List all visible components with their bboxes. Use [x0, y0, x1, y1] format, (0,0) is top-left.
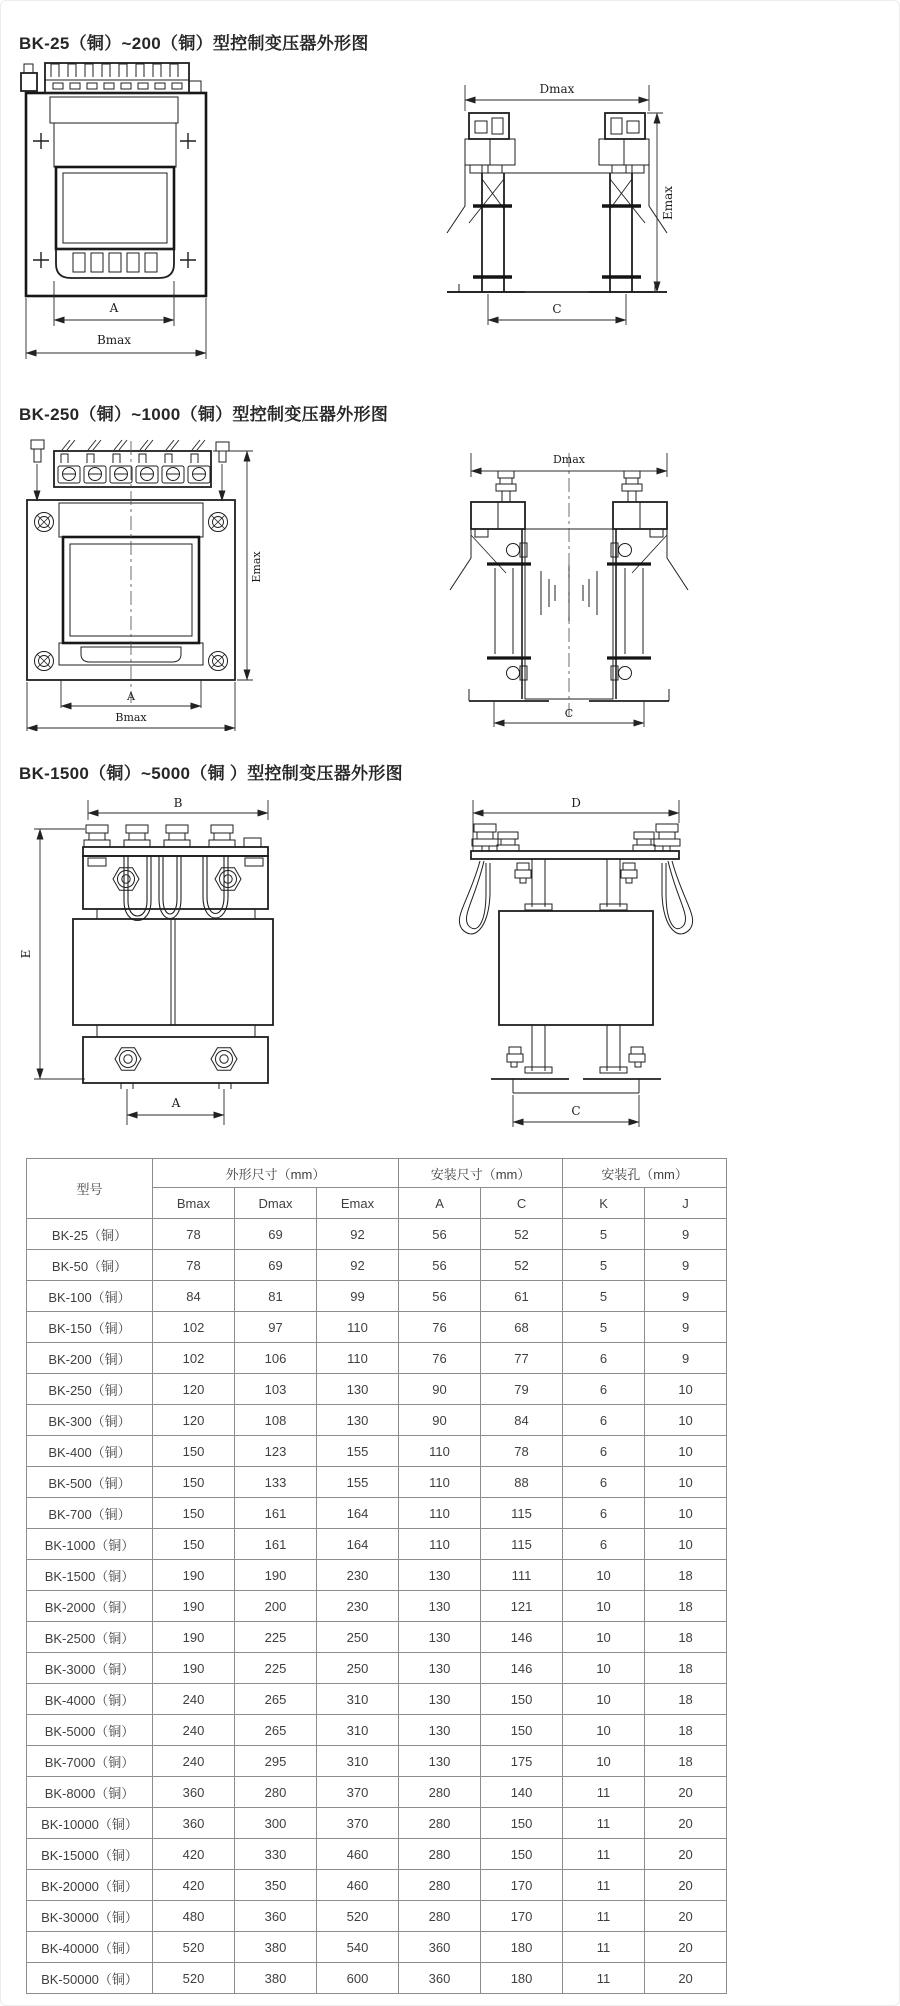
value-cell: 120	[153, 1374, 235, 1405]
value-cell: 600	[317, 1963, 399, 1994]
value-cell: 520	[317, 1901, 399, 1932]
table-row	[27, 1343, 727, 1374]
model-cell: BK-7000（铜）	[27, 1746, 153, 1777]
value-cell: 110	[317, 1312, 399, 1343]
value-cell: 155	[317, 1436, 399, 1467]
model-cell: BK-150（铜）	[27, 1312, 153, 1343]
value-cell: 310	[317, 1715, 399, 1746]
table-row	[27, 1560, 727, 1591]
value-cell: 84	[153, 1281, 235, 1312]
value-cell: 106	[235, 1343, 317, 1374]
diagram-bk250-1000	[1, 431, 701, 731]
value-cell: 10	[563, 1746, 645, 1777]
dim-label-c: C	[571, 1104, 581, 1118]
value-cell: 170	[481, 1901, 563, 1932]
value-cell: 150	[481, 1808, 563, 1839]
value-cell: 81	[235, 1281, 317, 1312]
table-row	[27, 1901, 727, 1932]
value-cell: 110	[399, 1498, 481, 1529]
header-col-c: C	[481, 1188, 563, 1219]
value-cell: 6	[563, 1405, 645, 1436]
value-cell: 61	[481, 1281, 563, 1312]
value-cell: 9	[645, 1343, 727, 1374]
value-cell: 520	[153, 1932, 235, 1963]
value-cell: 150	[481, 1715, 563, 1746]
model-cell: BK-250（铜）	[27, 1374, 153, 1405]
value-cell: 230	[317, 1591, 399, 1622]
value-cell: 121	[481, 1591, 563, 1622]
value-cell: 18	[645, 1560, 727, 1591]
diagram-bk25-200	[1, 56, 701, 371]
value-cell: 6	[563, 1374, 645, 1405]
table-row	[27, 1963, 727, 1994]
model-cell: BK-50（铜）	[27, 1250, 153, 1281]
value-cell: 77	[481, 1343, 563, 1374]
value-cell: 18	[645, 1715, 727, 1746]
table-row	[27, 1870, 727, 1901]
value-cell: 460	[317, 1839, 399, 1870]
value-cell: 130	[399, 1653, 481, 1684]
value-cell: 20	[645, 1963, 727, 1994]
model-cell: BK-30000（铜）	[27, 1901, 153, 1932]
value-cell: 11	[563, 1901, 645, 1932]
value-cell: 123	[235, 1436, 317, 1467]
value-cell: 20	[645, 1808, 727, 1839]
model-cell: BK-15000（铜）	[27, 1839, 153, 1870]
bk250-front-view	[27, 440, 263, 731]
value-cell: 6	[563, 1436, 645, 1467]
dim-label-d: D	[571, 796, 581, 810]
dim-label-emax: Emax	[661, 185, 675, 221]
value-cell: 280	[399, 1901, 481, 1932]
value-cell: 84	[481, 1405, 563, 1436]
table-row	[27, 1932, 727, 1963]
bk250-side-view	[450, 453, 688, 727]
value-cell: 92	[317, 1250, 399, 1281]
value-cell: 97	[235, 1312, 317, 1343]
value-cell: 52	[481, 1250, 563, 1281]
value-cell: 225	[235, 1622, 317, 1653]
table-row	[27, 1374, 727, 1405]
value-cell: 420	[153, 1870, 235, 1901]
value-cell: 360	[399, 1963, 481, 1994]
spec-table	[26, 1158, 727, 1994]
dim-label-e: E	[19, 949, 33, 959]
dim-label-a: A	[127, 690, 135, 703]
value-cell: 190	[153, 1622, 235, 1653]
header-model: 型号	[27, 1159, 153, 1219]
table-row	[27, 1467, 727, 1498]
value-cell: 115	[481, 1498, 563, 1529]
value-cell: 250	[317, 1622, 399, 1653]
value-cell: 330	[235, 1839, 317, 1870]
value-cell: 18	[645, 1653, 727, 1684]
value-cell: 10	[563, 1560, 645, 1591]
value-cell: 18	[645, 1746, 727, 1777]
bk1500-side-view	[459, 796, 692, 1127]
value-cell: 180	[481, 1963, 563, 1994]
value-cell: 190	[153, 1560, 235, 1591]
table-row	[27, 1498, 727, 1529]
value-cell: 10	[645, 1529, 727, 1560]
value-cell: 6	[563, 1529, 645, 1560]
value-cell: 102	[153, 1343, 235, 1374]
value-cell: 280	[399, 1870, 481, 1901]
bk25-front-view	[21, 63, 206, 359]
value-cell: 92	[317, 1219, 399, 1250]
value-cell: 130	[399, 1622, 481, 1653]
wire-loops	[124, 856, 228, 921]
model-cell: BK-3000（铜）	[27, 1653, 153, 1684]
value-cell: 300	[235, 1808, 317, 1839]
value-cell: 20	[645, 1932, 727, 1963]
header-col-a: A	[399, 1188, 481, 1219]
value-cell: 370	[317, 1777, 399, 1808]
value-cell: 102	[153, 1312, 235, 1343]
value-cell: 240	[153, 1684, 235, 1715]
value-cell: 9	[645, 1281, 727, 1312]
model-cell: BK-8000（铜）	[27, 1777, 153, 1808]
table-row	[27, 1715, 727, 1746]
value-cell: 20	[645, 1901, 727, 1932]
value-cell: 52	[481, 1219, 563, 1250]
value-cell: 76	[399, 1312, 481, 1343]
value-cell: 18	[645, 1684, 727, 1715]
dim-label-a: A	[109, 301, 119, 315]
header-col-j: J	[645, 1188, 727, 1219]
model-cell: BK-10000（铜）	[27, 1808, 153, 1839]
value-cell: 20	[645, 1777, 727, 1808]
header-col-dmax: Dmax	[235, 1188, 317, 1219]
value-cell: 310	[317, 1746, 399, 1777]
top-bolts	[84, 825, 263, 866]
dim-label-emax: Emax	[250, 551, 263, 583]
value-cell: 280	[399, 1839, 481, 1870]
model-cell: BK-40000（铜）	[27, 1932, 153, 1963]
hex-nuts-lower	[115, 1048, 237, 1071]
value-cell: 150	[481, 1684, 563, 1715]
model-cell: BK-400（铜）	[27, 1436, 153, 1467]
value-cell: 230	[317, 1560, 399, 1591]
value-cell: 10	[563, 1591, 645, 1622]
header-col-bmax: Bmax	[153, 1188, 235, 1219]
dim-label-c: C	[552, 302, 562, 316]
value-cell: 164	[317, 1529, 399, 1560]
spec-table-body	[27, 1219, 727, 1994]
value-cell: 161	[235, 1529, 317, 1560]
table-row	[27, 1219, 727, 1250]
value-cell: 10	[645, 1467, 727, 1498]
value-cell: 370	[317, 1808, 399, 1839]
value-cell: 280	[399, 1808, 481, 1839]
model-cell: BK-500（铜）	[27, 1467, 153, 1498]
value-cell: 10	[563, 1622, 645, 1653]
value-cell: 10	[563, 1715, 645, 1746]
value-cell: 133	[235, 1467, 317, 1498]
value-cell: 5	[563, 1219, 645, 1250]
bk1500-front-view	[19, 796, 273, 1125]
value-cell: 420	[153, 1839, 235, 1870]
model-cell: BK-2000（铜）	[27, 1591, 153, 1622]
model-cell: BK-4000（铜）	[27, 1684, 153, 1715]
value-cell: 190	[153, 1653, 235, 1684]
dim-label-dmax: Dmax	[552, 453, 586, 466]
bk25-side-view	[447, 82, 675, 325]
model-cell: BK-2500（铜）	[27, 1622, 153, 1653]
diagram-bk1500-5000	[1, 793, 701, 1138]
header-col-emax: Emax	[317, 1188, 399, 1219]
value-cell: 9	[645, 1312, 727, 1343]
value-cell: 200	[235, 1591, 317, 1622]
dim-label-a: A	[171, 1096, 181, 1110]
value-cell: 6	[563, 1498, 645, 1529]
value-cell: 9	[645, 1219, 727, 1250]
model-cell: BK-1500（铜）	[27, 1560, 153, 1591]
model-cell: BK-20000（铜）	[27, 1870, 153, 1901]
value-cell: 350	[235, 1870, 317, 1901]
table-row	[27, 1436, 727, 1467]
value-cell: 111	[481, 1560, 563, 1591]
value-cell: 130	[317, 1374, 399, 1405]
dim-label-bmax: Bmax	[115, 711, 147, 724]
dim-label-bmax: Bmax	[96, 333, 132, 347]
value-cell: 90	[399, 1374, 481, 1405]
value-cell: 5	[563, 1250, 645, 1281]
value-cell: 150	[481, 1839, 563, 1870]
value-cell: 78	[153, 1219, 235, 1250]
table-row	[27, 1529, 727, 1560]
table-row	[27, 1591, 727, 1622]
table-row	[27, 1653, 727, 1684]
value-cell: 161	[235, 1498, 317, 1529]
value-cell: 150	[153, 1467, 235, 1498]
value-cell: 115	[481, 1529, 563, 1560]
model-cell: BK-200（铜）	[27, 1343, 153, 1374]
value-cell: 6	[563, 1467, 645, 1498]
model-cell: BK-1000（铜）	[27, 1529, 153, 1560]
value-cell: 11	[563, 1808, 645, 1839]
value-cell: 110	[317, 1343, 399, 1374]
table-row	[27, 1405, 727, 1436]
value-cell: 360	[235, 1901, 317, 1932]
value-cell: 20	[645, 1870, 727, 1901]
value-cell: 190	[235, 1560, 317, 1591]
value-cell: 10	[563, 1684, 645, 1715]
table-row	[27, 1746, 727, 1777]
value-cell: 295	[235, 1746, 317, 1777]
header-mounting-dims: 安装尺寸（mm）	[399, 1159, 563, 1188]
value-cell: 146	[481, 1653, 563, 1684]
value-cell: 480	[153, 1901, 235, 1932]
model-cell: BK-300（铜）	[27, 1405, 153, 1436]
value-cell: 76	[399, 1343, 481, 1374]
value-cell: 460	[317, 1870, 399, 1901]
value-cell: 56	[399, 1250, 481, 1281]
value-cell: 108	[235, 1405, 317, 1436]
value-cell: 88	[481, 1467, 563, 1498]
value-cell: 11	[563, 1777, 645, 1808]
value-cell: 130	[399, 1746, 481, 1777]
value-cell: 18	[645, 1622, 727, 1653]
value-cell: 280	[399, 1777, 481, 1808]
value-cell: 110	[399, 1529, 481, 1560]
table-row	[27, 1684, 727, 1715]
value-cell: 360	[399, 1932, 481, 1963]
table-row	[27, 1777, 727, 1808]
value-cell: 360	[153, 1808, 235, 1839]
table-row	[27, 1839, 727, 1870]
value-cell: 240	[153, 1746, 235, 1777]
value-cell: 280	[235, 1777, 317, 1808]
value-cell: 10	[645, 1498, 727, 1529]
value-cell: 110	[399, 1436, 481, 1467]
value-cell: 190	[153, 1591, 235, 1622]
value-cell: 103	[235, 1374, 317, 1405]
table-row	[27, 1808, 727, 1839]
value-cell: 130	[399, 1560, 481, 1591]
value-cell: 10	[563, 1653, 645, 1684]
section-title-bk250-1000: BK-250（铜）~1000（铜）型控制变压器外形图	[19, 405, 389, 424]
value-cell: 56	[399, 1219, 481, 1250]
model-cell: BK-25（铜）	[27, 1219, 153, 1250]
value-cell: 155	[317, 1467, 399, 1498]
value-cell: 240	[153, 1715, 235, 1746]
value-cell: 310	[317, 1684, 399, 1715]
value-cell: 130	[317, 1405, 399, 1436]
value-cell: 130	[399, 1715, 481, 1746]
dim-label-c: C	[564, 707, 574, 720]
value-cell: 10	[645, 1374, 727, 1405]
value-cell: 56	[399, 1281, 481, 1312]
value-cell: 90	[399, 1405, 481, 1436]
value-cell: 380	[235, 1932, 317, 1963]
value-cell: 79	[481, 1374, 563, 1405]
value-cell: 11	[563, 1963, 645, 1994]
table-row	[27, 1312, 727, 1343]
value-cell: 120	[153, 1405, 235, 1436]
value-cell: 78	[153, 1250, 235, 1281]
value-cell: 225	[235, 1653, 317, 1684]
value-cell: 130	[399, 1684, 481, 1715]
table-row	[27, 1281, 727, 1312]
value-cell: 170	[481, 1870, 563, 1901]
dim-label-dmax: Dmax	[539, 82, 575, 96]
value-cell: 265	[235, 1715, 317, 1746]
model-cell: BK-5000（铜）	[27, 1715, 153, 1746]
section-title-bk25-200: BK-25（铜）~200（铜）型控制变压器外形图	[19, 34, 369, 53]
value-cell: 164	[317, 1498, 399, 1529]
model-cell: BK-100（铜）	[27, 1281, 153, 1312]
terminal-screws	[58, 466, 210, 483]
table-row	[27, 1250, 727, 1281]
value-cell: 146	[481, 1622, 563, 1653]
dim-label-b: B	[173, 796, 183, 810]
value-cell: 68	[481, 1312, 563, 1343]
value-cell: 360	[153, 1777, 235, 1808]
value-cell: 11	[563, 1839, 645, 1870]
value-cell: 150	[153, 1436, 235, 1467]
value-cell: 150	[153, 1498, 235, 1529]
value-cell: 69	[235, 1219, 317, 1250]
value-cell: 520	[153, 1963, 235, 1994]
value-cell: 69	[235, 1250, 317, 1281]
value-cell: 540	[317, 1932, 399, 1963]
value-cell: 265	[235, 1684, 317, 1715]
value-cell: 130	[399, 1591, 481, 1622]
model-cell: BK-50000（铜）	[27, 1963, 153, 1994]
value-cell: 180	[481, 1932, 563, 1963]
model-cell: BK-700（铜）	[27, 1498, 153, 1529]
value-cell: 9	[645, 1250, 727, 1281]
value-cell: 10	[645, 1436, 727, 1467]
table-row	[27, 1622, 727, 1653]
value-cell: 11	[563, 1932, 645, 1963]
value-cell: 250	[317, 1653, 399, 1684]
value-cell: 10	[645, 1405, 727, 1436]
value-cell: 5	[563, 1281, 645, 1312]
value-cell: 150	[153, 1529, 235, 1560]
value-cell: 5	[563, 1312, 645, 1343]
value-cell: 99	[317, 1281, 399, 1312]
value-cell: 175	[481, 1746, 563, 1777]
value-cell: 110	[399, 1467, 481, 1498]
value-cell: 20	[645, 1839, 727, 1870]
value-cell: 11	[563, 1870, 645, 1901]
value-cell: 6	[563, 1343, 645, 1374]
value-cell: 78	[481, 1436, 563, 1467]
value-cell: 18	[645, 1591, 727, 1622]
value-cell: 140	[481, 1777, 563, 1808]
header-col-k: K	[563, 1188, 645, 1219]
header-mounting-hole: 安装孔（mm）	[563, 1159, 727, 1188]
section-title-bk1500-5000: BK-1500（铜）~5000（铜 ）型控制变压器外形图	[19, 764, 403, 783]
value-cell: 380	[235, 1963, 317, 1994]
header-outline-dims: 外形尺寸（mm）	[153, 1159, 399, 1188]
